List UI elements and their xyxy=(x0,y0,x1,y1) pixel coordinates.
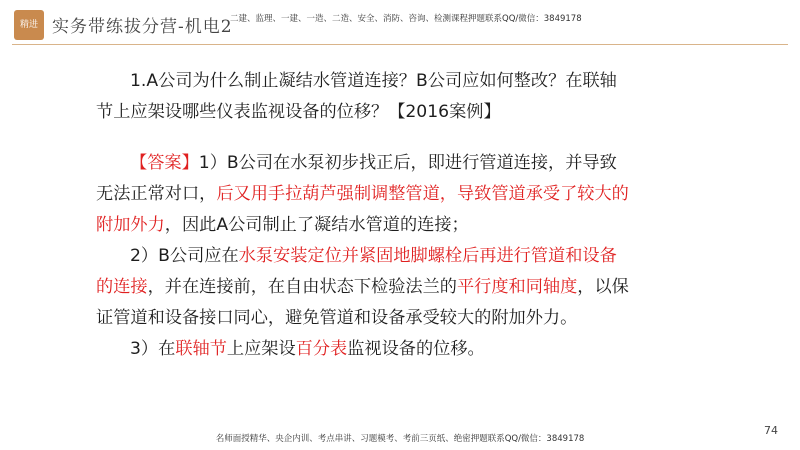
answer-text: 1）B公司在水泵初步找正后，即进行管道连接，并导致 xyxy=(198,153,617,173)
question-line-2: 节上应架设哪些仪表监视设备的位移？【2016案例】 xyxy=(96,102,501,122)
footer-contact-info: 名师面授精华、央企内训、考点串讲、习题模考、考前三页纸、绝密押题联系QQ/微信：3849178 xyxy=(215,434,585,444)
logo: 精进 xyxy=(14,10,44,40)
answer-highlight: 平行度和同轴度 xyxy=(456,277,578,297)
answer-p3-line-1 xyxy=(96,334,696,365)
answer-text: 2）B公司应在 xyxy=(130,246,239,266)
answer-p2-line-3: 证管道和设备接口同心，避免管道和设备承受较大的附加外力。 xyxy=(96,308,578,328)
answer-text: 上应架设 xyxy=(226,339,296,359)
answer-text: 监视设备的位移。 xyxy=(347,339,485,359)
answer-highlight: 联轴节 xyxy=(175,339,227,359)
answer-text: 3）在 xyxy=(130,339,176,359)
question-line-1: 1.A公司为什么制止凝结水管道连接？B公司应如何整改？在联轴 xyxy=(130,71,617,91)
answer-highlight: 的连接 xyxy=(96,277,148,297)
answer-p2-line-1 xyxy=(96,241,696,272)
answer-p1-line-1 xyxy=(96,148,696,179)
page-header xyxy=(0,0,800,44)
answer-p1-line-2 xyxy=(96,179,696,210)
answer-highlight: 后又用手拉葫芦强制调整管道，导致管道承受了较大的 xyxy=(216,184,629,204)
course-title: 实务带练拔分营-机电2 xyxy=(52,17,233,37)
header-contact-info: 二建、监理、一建、一造、二造、安全、消防、咨询、检测课程押题联系QQ/微信：3849178 xyxy=(230,14,582,24)
header-divider xyxy=(12,44,788,45)
answer-p1-line-3 xyxy=(96,210,696,241)
answer-text: 无法正常对口， xyxy=(96,184,217,204)
answer-text: ，因此A公司制止了凝结水管道的连接； xyxy=(164,215,469,235)
page-number: 74 xyxy=(764,424,778,437)
answer-text: ，以保 xyxy=(577,277,629,297)
answer-highlight: 附加外力 xyxy=(96,215,165,235)
answer-highlight: 百分表 xyxy=(295,339,348,359)
answer-highlight: 水泵安装定位并紧固地脚螺栓后再进行管道和设备 xyxy=(238,246,617,266)
answer-text: ，并在连接前，在自由状态下检验法兰的 xyxy=(147,277,457,297)
spacer xyxy=(96,128,696,148)
answer-p2-line-2 xyxy=(96,272,696,303)
answer-label: 【答案】 xyxy=(130,153,199,173)
slide-content xyxy=(96,66,696,365)
